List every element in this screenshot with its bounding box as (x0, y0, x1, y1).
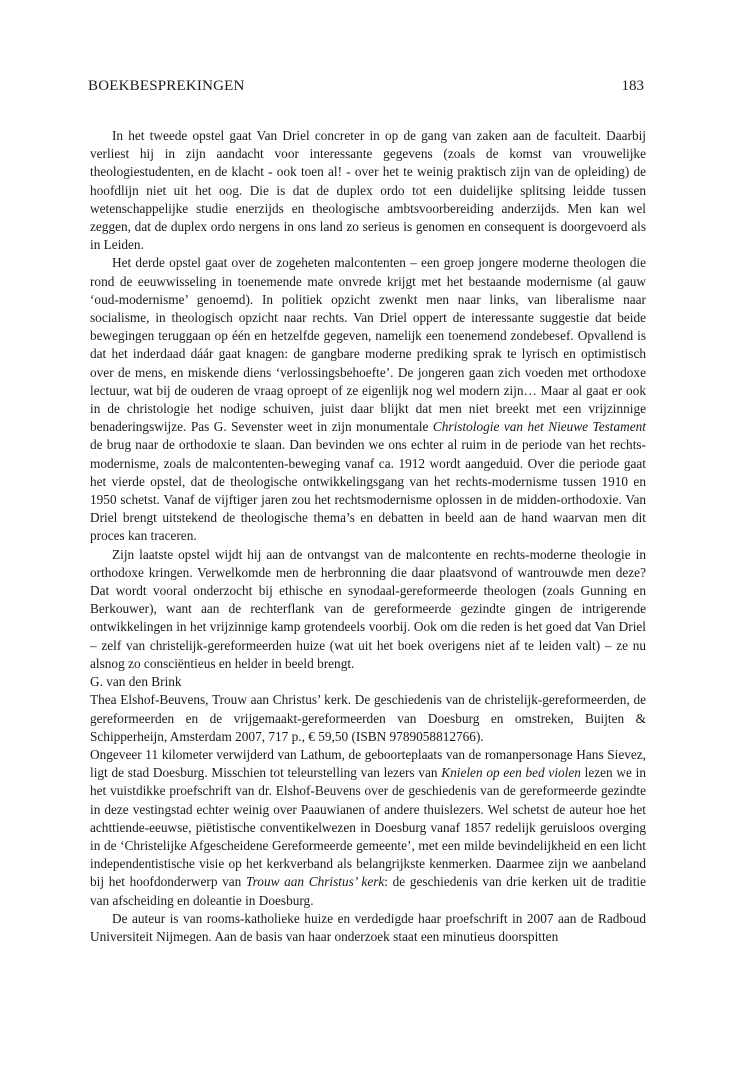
text-run: lezen we in het vuistdikke proefschrift van dr. Elshof-Beuvens over de geschiedenis van de gereformeerde gezindte in deze vestingstad echter weinig over Paauwianen of andere thuislezers. Wel schetst de auteur hoe het achttiende-eeuwse, piëtistische conventikelwezen in Doesburg vanaf 1857 redelijk geruisloos overging in de ‘Christelijke Afgescheidene Gereformeerde gemeente’, met een milde bevindelijkheid en een licht independentistische visie op het kerkverband als belangrijkste kenmerken. Daarmee zijn we aanbeland bij het hoofdonderwerp van (90, 765, 646, 890)
running-header (88, 78, 644, 98)
text-run: Het derde opstel gaat over de zogeheten malcontenten – een groep jongere moderne theologen die rond de eeuwwisseling in toenemende mate onvrede krijgt met het bestaande modernisme (al gauw ‘oud-modernisme’ genoemd). In politiek opzicht zwenkt men naar links, van liberalisme naar socialisme, in theologisch opzicht naar rechts. Van Driel oppert de interessante suggestie dat beide bewegingen teruggaan op één en hetzelfde gegeven, namelijk een toenemend zondebesef. Opvallend is dat het inderdaad dáár gaat knagen: de gangbare moderne prediking sprak te lyrisch en optimistisch over de mens, en miskende diens ‘verlossingsbehoefte’. De jongeren gaan zich voeden met orthodoxe lectuur, wat bij de ouderen de vraag oproept of ze eigenlijk nog wel modern zijn… Maar al gaat er ook in de christologie het nodige schuiven, juist daar blijkt dat men niet breekt met een vrijzinnige benaderingswijze. Pas G. Sevenster weet in zijn monumentale (90, 255, 646, 435)
page-body (90, 127, 646, 946)
page-number: 183 (621, 78, 644, 94)
paragraph (90, 746, 646, 910)
book-title-italic: Trouw aan Christus’ kerk (245, 874, 385, 890)
text-run: : de geschiedenis van drie kerken uit de traditie van afscheiding en doleantie in Doesburg. (90, 874, 646, 908)
paragraph (90, 254, 646, 545)
bibliographic-entry: Thea Elshof-Beuvens, Trouw aan Christus’ kerk. De geschiedenis van de christelijk-gereformeerden, de gereformeerden en de vrijgemaakt-gereformeerden van Doesburg en omstreken, Buijten & Schipperheijn, Amsterdam 2007, 717 p., € 59,50 (ISBN 9789058812766). (90, 692, 646, 744)
text-run: Ongeveer 11 kilometer verwijderd van Lathum, de geboorteplaats van de romanpersonage Hans Sievez, ligt de stad Doesburg. Misschien tot teleurstelling van lezers van (90, 746, 646, 781)
review-elshof-beuvens (90, 691, 646, 946)
paragraph: Zijn laatste opstel wijdt hij aan de ontvangst van de malcontente en rechts-moderne theologie in orthodoxe kringen. Verwelkomde men de herbronning die daar plaatsvond of wantrouwde men deze? Dat wordt vooral onderzocht bij ethische en synodaal-gereformeerde theologen (zoals Gunning en Berkouwer), want aan de rechterflank van de gereformeerde gezindte gingen de intrigerende ontwikkelingen in het vrijzinnige kamp grotendeels voorbij. Ook om die reden is het goed dat Van Driel – zelf van christelijk-gereformeerden huize (wat uit het boek overigens niet af te leiden valt) – ze nu alsnog zo consciëntieus en helder in beeld brengt. (90, 546, 646, 671)
book-title-italic: Knielen op een bed violen (441, 765, 581, 781)
book-title-italic: Christologie van het Nieuwe Testament (432, 419, 646, 435)
reviewer-signature: G. van den Brink (90, 674, 182, 690)
paragraph: In het tweede opstel gaat Van Driel concreter in op de gang van zaken aan de faculteit. Daarbij verliest hij in zijn aandacht voor interessante gegevens (zoals de komst van vrouwelijke theologiestudenten, en de klacht - ook toen al! - over het te weinig praktisch zijn van de opleiding) de hoofdlijn niet uit het oog. Die is dat de duplex ordo tot een duidelijke splitsing leidde tussen wetenschappelijke studie enerzijds en theologische ambtsvoorbereiding anderzijds. Men kan wel zeggen, dat de duplex ordo nergens in ons land zo serieus is genomen en consequent is doorgevoerd als in Leiden. (90, 128, 646, 253)
text-run: de brug naar de orthodoxie te slaan. Dan bevinden we ons echter al ruim in de periode van het rechts-modernisme, zoals de malcontenten-beweging vanaf ca. 1912 wordt aangeduid. Over die periode gaat het vierde opstel, dat de theologische ontwikkelingsgang van het rechts-modernisme tussen 1910 en 1950 schetst. Vanaf de vijftiger jaren zou het rechtsmodernisme oplossen in de midden-orthodoxie. Van Driel brengt uitstekend de theologische thema’s en debatten in beeld aan de hand waarvan men dit proces kan traceren. (90, 437, 646, 544)
paragraph: De auteur is van rooms-katholieke huize en verdedigde haar proefschrift in 2007 aan de Radboud Universiteit Nijmegen. Aan de basis van haar onderzoek staat een minutieus doorspitten (90, 910, 646, 944)
running-title: BOEKBESPREKINGEN (88, 78, 245, 94)
review-van-driel (90, 127, 646, 691)
